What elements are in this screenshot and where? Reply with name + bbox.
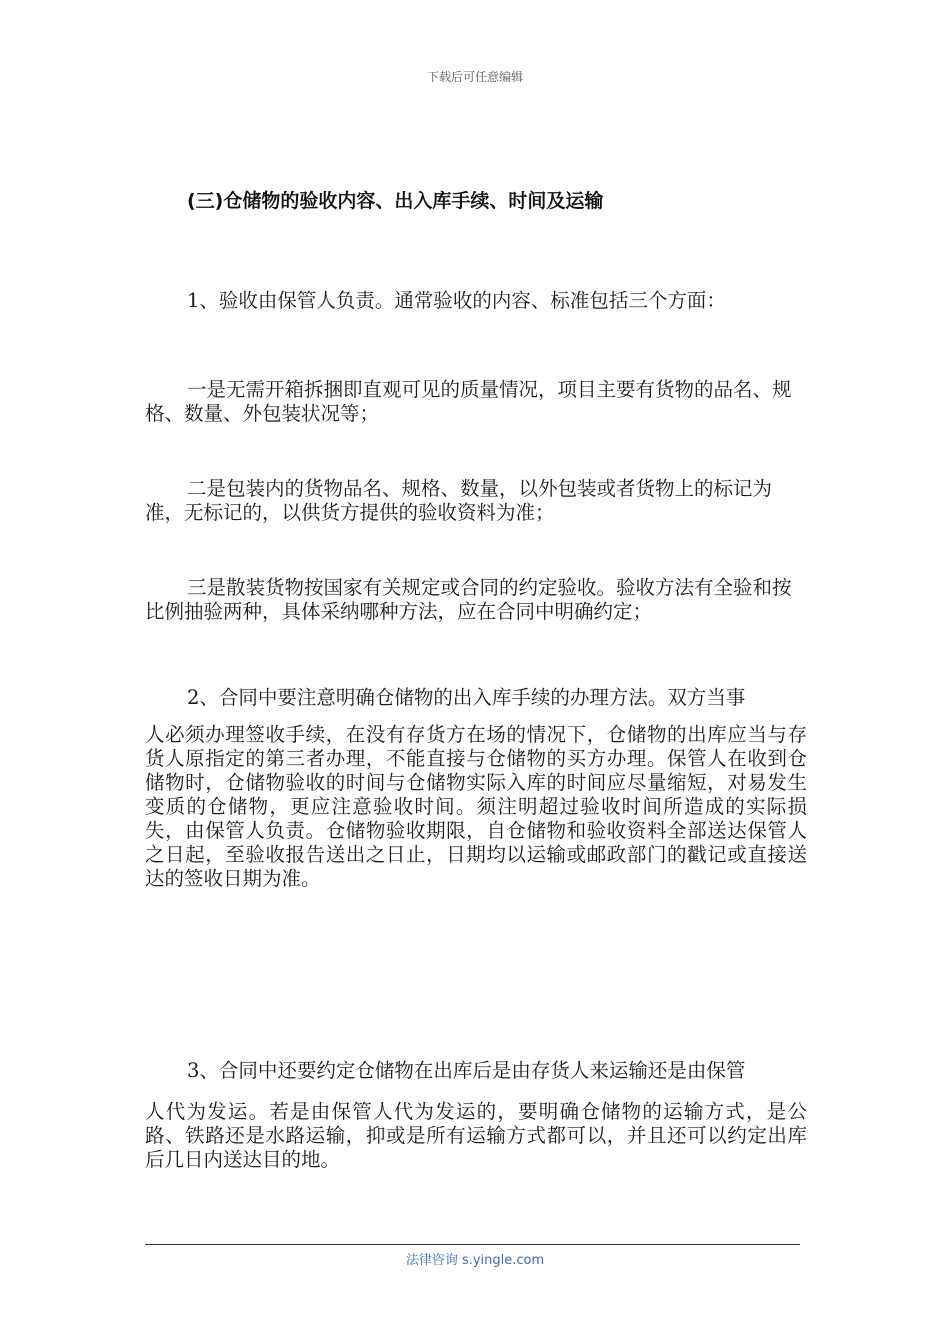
footer-link[interactable]: 法律咨询 s.yingle.com <box>405 1253 545 1268</box>
item3-body: 人代为发运。若是由保管人代为发运的，要明确仓储物的运输方式，是公路、铁路还是水路运输，抑或是所有运输方式都可以，并且还可以约定出库后几日内送达目的地。 <box>145 1100 807 1171</box>
item1-intro: 1、验收由保管人负责。通常验收的内容、标准包括三个方面： <box>187 289 726 312</box>
item2-body: 人必须办理签收手续，在没有存货方在场的情况下，仓储物的出库应当与存货人原指定的第三者办理，不能直接与仓储物的买方办理。保管人在收到仓储物时，仓储物验收的时间与仓储物实际入库的时间应尽量缩短，对易发生变质的仓储物，更应注意验收时间。须注明超过验收时间所造成的实际损失，由保管人负责。仓储物验收期限，自仓储物和验收资料全部送达保管人之日起，至验收报告送出之日止，日期均以运输或邮政部门的戳记或直接送达的签收日期为准。 <box>145 723 807 890</box>
item1-point3: 三是散装货物按国家有关规定或合同的约定验收。验收方法有全验和按比例抽验两种，具体采纳哪种方法，应在合同中明确约定； <box>145 576 792 623</box>
item1-point2: 二是包装内的货物品名、规格、数量，以外包装或者货物上的标记为准，无标记的，以供货方提供的验收资料为准； <box>145 477 773 524</box>
item2-heading: 2、合同中要注意明确仓储物的出入库手续的办理方法。双方当事 <box>187 686 746 709</box>
item3-heading: 3、合同中还要约定仓储物在出库后是由存货人来运输还是由保管 <box>187 1059 746 1082</box>
item1-point1: 一是无需开箱拆捆即直观可见的质量情况，项目主要有货物的品名、规格、数量、外包装状况等； <box>145 378 792 425</box>
header-note: 下载后可任意编辑 <box>426 70 523 84</box>
footer-divider <box>145 1244 800 1245</box>
section-title: (三)仓储物的验收内容、出入库手续、时间及运输 <box>187 190 604 212</box>
